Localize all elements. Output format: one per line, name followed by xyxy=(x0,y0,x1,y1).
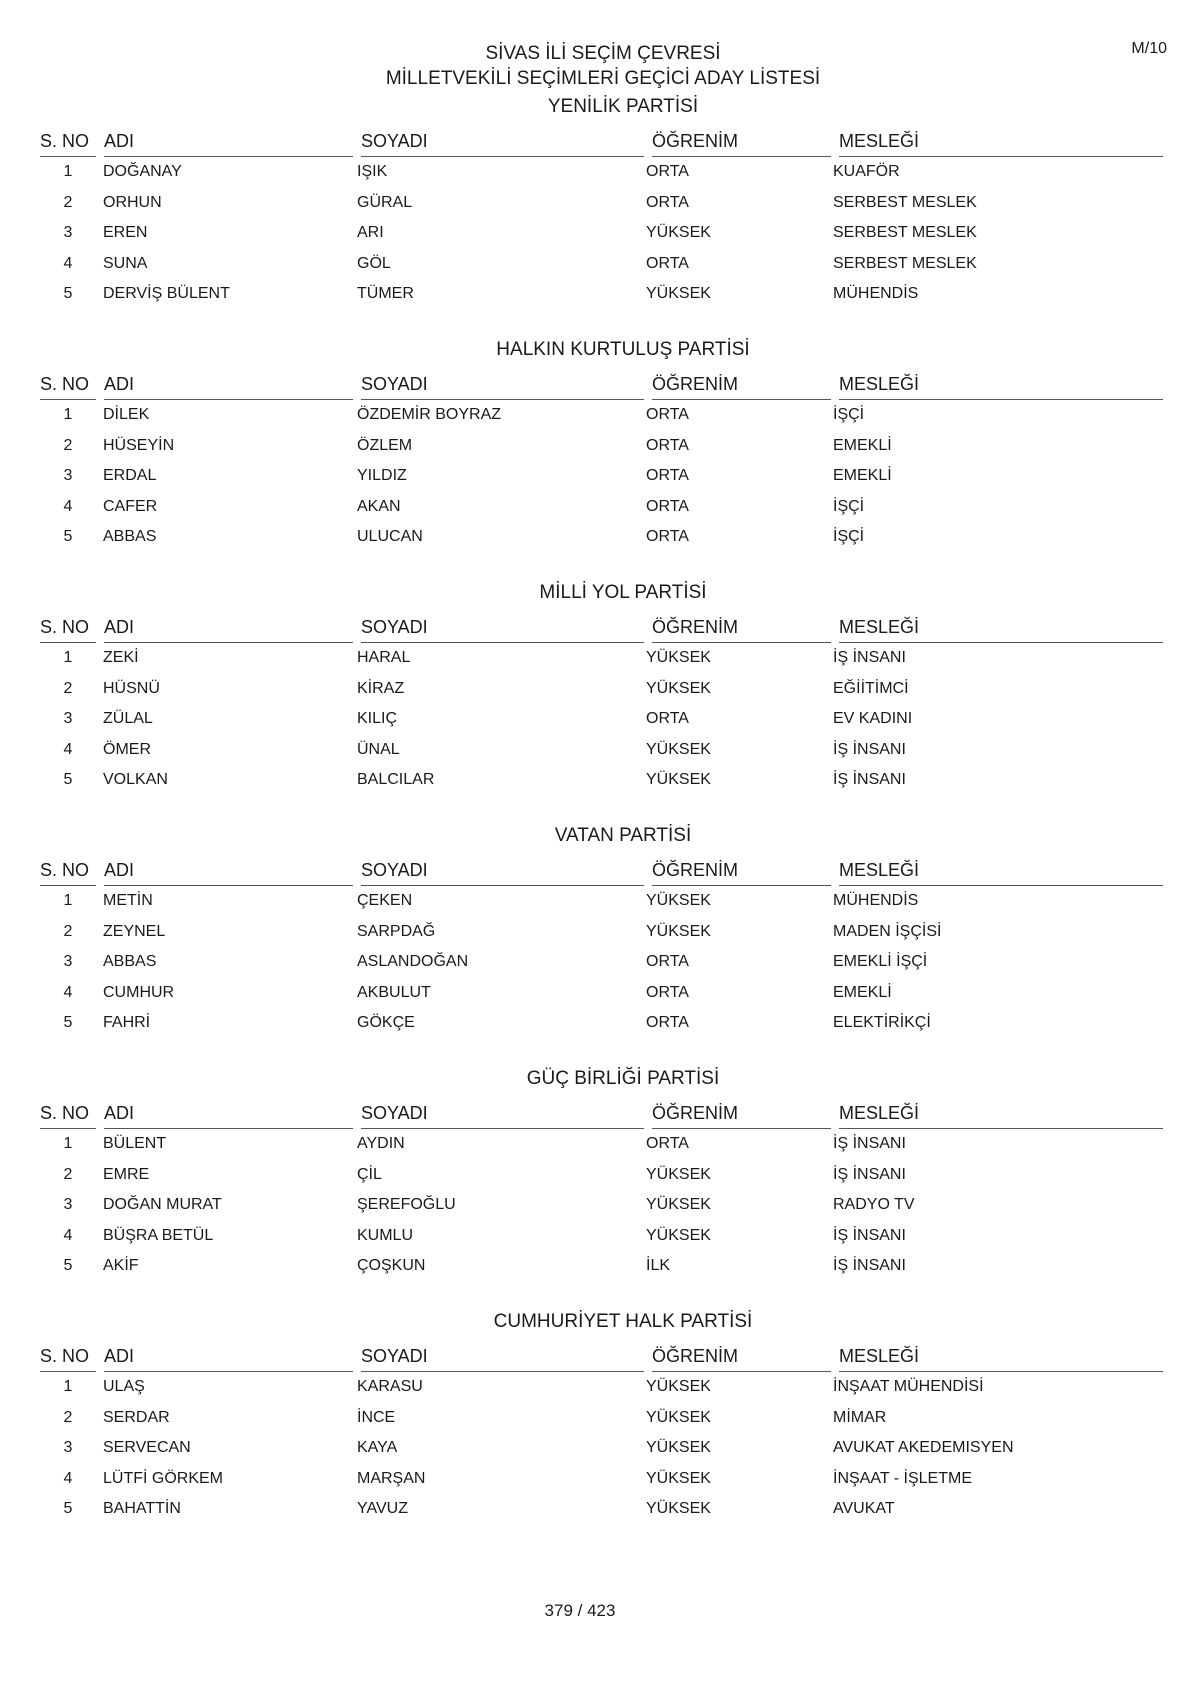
cell-education: YÜKSEK xyxy=(646,740,711,758)
cell-no: 4 xyxy=(63,1226,73,1244)
cell-surname: KİRAZ xyxy=(357,679,405,697)
table-row xyxy=(40,431,1165,462)
column-header-profession: MESLEĞİ xyxy=(839,1103,1163,1129)
cell-education: YÜKSEK xyxy=(646,1469,711,1487)
table-header xyxy=(40,613,1165,643)
table-row xyxy=(40,188,1165,219)
cell-name: ABBAS xyxy=(103,953,157,971)
cell-profession: SERBEST MESLEK xyxy=(833,224,977,242)
cell-profession: MÜHENDİS xyxy=(833,892,919,910)
cell-no: 2 xyxy=(63,922,73,940)
cell-education: YÜKSEK xyxy=(646,771,711,789)
cell-education: ORTA xyxy=(646,193,689,211)
table-row xyxy=(40,522,1165,553)
party-title: CUMHURİYET HALK PARTİSİ xyxy=(493,1311,753,1332)
cell-surname: ÜNAL xyxy=(357,740,400,758)
cell-surname: GÖKÇE xyxy=(357,1014,415,1032)
cell-profession: İNŞAAT MÜHENDİSİ xyxy=(833,1378,984,1396)
cell-education: ORTA xyxy=(646,710,689,728)
cell-no: 3 xyxy=(63,953,73,971)
cell-no: 4 xyxy=(63,740,73,758)
cell-name: ABBAS xyxy=(103,528,157,546)
cell-profession: RADYO TV xyxy=(833,1196,915,1214)
column-header-surname: SOYADI xyxy=(361,1103,644,1129)
cell-profession: SERBEST MESLEK xyxy=(833,254,977,272)
cell-name: FAHRİ xyxy=(103,1014,151,1032)
party-section xyxy=(40,339,1165,613)
column-header-no: S. NO xyxy=(40,1103,96,1129)
column-header-education: ÖĞRENİM xyxy=(652,131,831,157)
column-header-name: ADI xyxy=(104,131,353,157)
cell-name: SERVECAN xyxy=(103,1439,191,1457)
cell-education: ORTA xyxy=(646,254,689,272)
column-header-name: ADI xyxy=(104,617,353,643)
cell-surname: ULUCAN xyxy=(357,528,423,546)
cell-name: LÜTFİ GÖRKEM xyxy=(103,1469,224,1487)
cell-name: EREN xyxy=(103,224,148,242)
cell-no: 5 xyxy=(63,528,73,546)
cell-no: 3 xyxy=(63,224,73,242)
table-row xyxy=(40,674,1165,705)
column-header-surname: SOYADI xyxy=(361,860,644,886)
table-row xyxy=(40,1433,1165,1464)
cell-profession: EMEKLİ xyxy=(833,467,892,485)
table-row xyxy=(40,249,1165,280)
cell-no: 1 xyxy=(63,1378,73,1396)
cell-surname: YAVUZ xyxy=(357,1500,408,1518)
cell-education: YÜKSEK xyxy=(646,1408,711,1426)
table-row xyxy=(40,643,1165,674)
table-row xyxy=(40,765,1165,796)
cell-no: 1 xyxy=(63,1135,73,1153)
column-header-profession: MESLEĞİ xyxy=(839,860,1163,886)
table-header xyxy=(40,856,1165,886)
cell-education: YÜKSEK xyxy=(646,1500,711,1518)
cell-surname: KAYA xyxy=(357,1439,398,1457)
table-row xyxy=(40,218,1165,249)
cell-profession: ELEKTİRİKÇİ xyxy=(833,1014,931,1032)
column-header-surname: SOYADI xyxy=(361,374,644,400)
column-header-no: S. NO xyxy=(40,860,96,886)
cell-education: İLK xyxy=(646,1257,671,1275)
cell-name: ZÜLAL xyxy=(103,710,153,728)
column-header-no: S. NO xyxy=(40,617,96,643)
cell-profession: EĞİİTİMCİ xyxy=(833,679,909,697)
cell-name: ERDAL xyxy=(103,467,157,485)
cell-surname: ÖZDEMİR BOYRAZ xyxy=(357,406,502,424)
cell-name: BAHATTİN xyxy=(103,1500,181,1518)
cell-surname: IŞIK xyxy=(357,163,388,181)
table-row xyxy=(40,279,1165,310)
document-header xyxy=(0,41,1200,91)
cell-education: YÜKSEK xyxy=(646,922,711,940)
cell-no: 2 xyxy=(63,436,73,454)
table-row xyxy=(40,1251,1165,1282)
table-row xyxy=(40,1403,1165,1434)
table-row xyxy=(40,1008,1165,1039)
cell-no: 5 xyxy=(63,285,73,303)
column-header-profession: MESLEĞİ xyxy=(839,617,1163,643)
cell-profession: İŞ İNSANI xyxy=(833,1135,906,1153)
column-header-name: ADI xyxy=(104,860,353,886)
table-row xyxy=(40,1464,1165,1495)
table-row xyxy=(40,400,1165,431)
cell-no: 1 xyxy=(63,649,73,667)
column-header-no: S. NO xyxy=(40,374,96,400)
cell-surname: AKAN xyxy=(357,497,401,515)
cell-surname: KILIÇ xyxy=(357,710,398,728)
cell-name: ORHUN xyxy=(103,193,162,211)
cell-profession: MÜHENDİS xyxy=(833,285,919,303)
cell-no: 2 xyxy=(63,193,73,211)
cell-surname: MARŞAN xyxy=(357,1469,426,1487)
cell-education: ORTA xyxy=(646,528,689,546)
header-line-1: SİVAS İLİ SEÇİM ÇEVRESİ xyxy=(485,43,721,64)
cell-no: 4 xyxy=(63,1469,73,1487)
cell-no: 3 xyxy=(63,1196,73,1214)
cell-education: YÜKSEK xyxy=(646,224,711,242)
table-row xyxy=(40,978,1165,1009)
cell-surname: BALCILAR xyxy=(357,771,435,789)
cell-profession: İŞ İNSANI xyxy=(833,740,906,758)
column-header-profession: MESLEĞİ xyxy=(839,374,1163,400)
cell-surname: ARI xyxy=(357,224,384,242)
cell-name: DERVİŞ BÜLENT xyxy=(103,285,230,303)
cell-name: DOĞANAY xyxy=(103,163,182,181)
cell-profession: EMEKLİ xyxy=(833,983,892,1001)
cell-surname: KUMLU xyxy=(357,1226,414,1244)
cell-name: DİLEK xyxy=(103,406,150,424)
cell-profession: EV KADINI xyxy=(833,710,913,728)
party-title: MİLLİ YOL PARTİSİ xyxy=(539,582,707,603)
cell-education: YÜKSEK xyxy=(646,1165,711,1183)
cell-no: 3 xyxy=(63,710,73,728)
cell-surname: AKBULUT xyxy=(357,983,431,1001)
table-header xyxy=(40,127,1165,157)
cell-name: VOLKAN xyxy=(103,771,168,789)
column-header-no: S. NO xyxy=(40,131,96,157)
party-title: YENİLİK PARTİSİ xyxy=(547,96,699,117)
cell-name: HÜSEYİN xyxy=(103,436,175,454)
cell-surname: ASLANDOĞAN xyxy=(357,953,469,971)
cell-name: CAFER xyxy=(103,497,158,515)
table-row xyxy=(40,886,1165,917)
cell-name: DOĞAN MURAT xyxy=(103,1196,222,1214)
table-row xyxy=(40,1129,1165,1160)
cell-no: 2 xyxy=(63,679,73,697)
cell-no: 1 xyxy=(63,163,73,181)
cell-surname: HARAL xyxy=(357,649,411,667)
column-header-name: ADI xyxy=(104,1103,353,1129)
cell-name: METİN xyxy=(103,892,153,910)
cell-name: BÜŞRA BETÜL xyxy=(103,1226,214,1244)
cell-profession: İŞÇİ xyxy=(833,406,865,424)
cell-education: YÜKSEK xyxy=(646,892,711,910)
cell-surname: TÜMER xyxy=(357,285,414,303)
column-header-profession: MESLEĞİ xyxy=(839,131,1163,157)
cell-name: ÖMER xyxy=(103,740,151,758)
cell-no: 3 xyxy=(63,1439,73,1457)
table-row xyxy=(40,704,1165,735)
cell-no: 2 xyxy=(63,1165,73,1183)
cell-education: ORTA xyxy=(646,436,689,454)
cell-profession: İŞ İNSANI xyxy=(833,1257,906,1275)
cell-education: YÜKSEK xyxy=(646,1226,711,1244)
column-header-education: ÖĞRENİM xyxy=(652,374,831,400)
cell-education: ORTA xyxy=(646,953,689,971)
cell-surname: ÖZLEM xyxy=(357,436,413,454)
cell-profession: İŞ İNSANI xyxy=(833,1226,906,1244)
cell-profession: İŞ İNSANI xyxy=(833,649,906,667)
cell-profession: EMEKLİ xyxy=(833,436,892,454)
cell-profession: AVUKAT xyxy=(833,1500,895,1518)
cell-name: SUNA xyxy=(103,254,148,272)
cell-name: CUMHUR xyxy=(103,983,175,1001)
cell-no: 5 xyxy=(63,771,73,789)
cell-profession: KUAFÖR xyxy=(833,163,900,181)
column-header-education: ÖĞRENİM xyxy=(652,860,831,886)
party-title: VATAN PARTİSİ xyxy=(554,825,692,846)
party-title: GÜÇ BİRLİĞİ PARTİSİ xyxy=(526,1068,720,1089)
cell-name: BÜLENT xyxy=(103,1135,167,1153)
cell-education: ORTA xyxy=(646,467,689,485)
table-row xyxy=(40,461,1165,492)
table-row xyxy=(40,492,1165,523)
cell-surname: ÇİL xyxy=(357,1165,382,1183)
table-row xyxy=(40,1221,1165,1252)
cell-no: 4 xyxy=(63,983,73,1001)
cell-name: EMRE xyxy=(103,1165,150,1183)
cell-profession: EMEKLİ İŞÇİ xyxy=(833,953,928,971)
column-header-education: ÖĞRENİM xyxy=(652,1346,831,1372)
cell-education: ORTA xyxy=(646,983,689,1001)
table-row xyxy=(40,947,1165,978)
cell-no: 1 xyxy=(63,406,73,424)
cell-no: 1 xyxy=(63,892,73,910)
cell-name: ZEYNEL xyxy=(103,922,166,940)
cell-profession: MİMAR xyxy=(833,1408,887,1426)
table-header xyxy=(40,1342,1165,1372)
table-row xyxy=(40,1494,1165,1525)
party-lists xyxy=(40,96,1165,1585)
table-row xyxy=(40,157,1165,188)
cell-no: 5 xyxy=(63,1500,73,1518)
cell-education: ORTA xyxy=(646,497,689,515)
column-header-no: S. NO xyxy=(40,1346,96,1372)
cell-surname: SARPDAĞ xyxy=(357,922,436,940)
cell-surname: KARASU xyxy=(357,1378,423,1396)
cell-surname: AYDIN xyxy=(357,1135,405,1153)
party-section xyxy=(40,1311,1165,1585)
cell-name: SERDAR xyxy=(103,1408,170,1426)
cell-surname: ÇEKEN xyxy=(357,892,413,910)
column-header-surname: SOYADI xyxy=(361,617,644,643)
cell-surname: İNCE xyxy=(357,1408,396,1426)
column-header-education: ÖĞRENİM xyxy=(652,617,831,643)
cell-name: AKİF xyxy=(103,1257,139,1275)
table-row xyxy=(40,735,1165,766)
cell-profession: İŞ İNSANI xyxy=(833,1165,906,1183)
cell-profession: AVUKAT AKEDEMISYEN xyxy=(833,1439,1014,1457)
cell-no: 4 xyxy=(63,497,73,515)
cell-education: YÜKSEK xyxy=(646,649,711,667)
cell-education: YÜKSEK xyxy=(646,1196,711,1214)
cell-education: YÜKSEK xyxy=(646,285,711,303)
cell-name: HÜSNÜ xyxy=(103,679,160,697)
cell-no: 4 xyxy=(63,254,73,272)
cell-education: ORTA xyxy=(646,406,689,424)
cell-no: 3 xyxy=(63,467,73,485)
column-header-name: ADI xyxy=(104,374,353,400)
cell-profession: İŞ İNSANI xyxy=(833,771,906,789)
table-row xyxy=(40,917,1165,948)
party-section xyxy=(40,825,1165,1099)
cell-profession: İŞÇİ xyxy=(833,497,865,515)
table-header xyxy=(40,370,1165,400)
table-row xyxy=(40,1160,1165,1191)
table-row xyxy=(40,1190,1165,1221)
cell-profession: MADEN İŞÇİSİ xyxy=(833,922,942,940)
cell-name: ULAŞ xyxy=(103,1378,145,1396)
cell-surname: YILDIZ xyxy=(357,467,407,485)
column-header-surname: SOYADI xyxy=(361,131,644,157)
column-header-education: ÖĞRENİM xyxy=(652,1103,831,1129)
cell-name: ZEKİ xyxy=(103,649,139,667)
page-code: M/10 xyxy=(1131,40,1167,57)
cell-profession: İŞÇİ xyxy=(833,528,865,546)
cell-education: ORTA xyxy=(646,163,689,181)
cell-surname: ŞEREFOĞLU xyxy=(357,1196,456,1214)
header-line-2: MİLLETVEKİLİ SEÇİMLERİ GEÇİCİ ADAY LİSTESİ xyxy=(385,68,821,89)
cell-education: ORTA xyxy=(646,1014,689,1032)
cell-profession: İNŞAAT - İŞLETME xyxy=(833,1469,972,1487)
page-number: 379 / 423 xyxy=(544,1601,616,1620)
cell-education: YÜKSEK xyxy=(646,1378,711,1396)
column-header-surname: SOYADI xyxy=(361,1346,644,1372)
party-section xyxy=(40,1068,1165,1342)
party-section xyxy=(40,582,1165,856)
column-header-name: ADI xyxy=(104,1346,353,1372)
party-section xyxy=(40,96,1165,370)
party-title: HALKIN KURTULUŞ PARTİSİ xyxy=(496,339,750,360)
cell-education: YÜKSEK xyxy=(646,679,711,697)
table-header xyxy=(40,1099,1165,1129)
cell-education: YÜKSEK xyxy=(646,1439,711,1457)
table-row xyxy=(40,1372,1165,1403)
cell-education: ORTA xyxy=(646,1135,689,1153)
cell-surname: GÖL xyxy=(357,254,391,272)
cell-surname: ÇOŞKUN xyxy=(357,1257,426,1275)
cell-no: 2 xyxy=(63,1408,73,1426)
cell-no: 5 xyxy=(63,1257,73,1275)
column-header-profession: MESLEĞİ xyxy=(839,1346,1163,1372)
cell-no: 5 xyxy=(63,1014,73,1032)
cell-surname: GÜRAL xyxy=(357,193,413,211)
cell-profession: SERBEST MESLEK xyxy=(833,193,977,211)
